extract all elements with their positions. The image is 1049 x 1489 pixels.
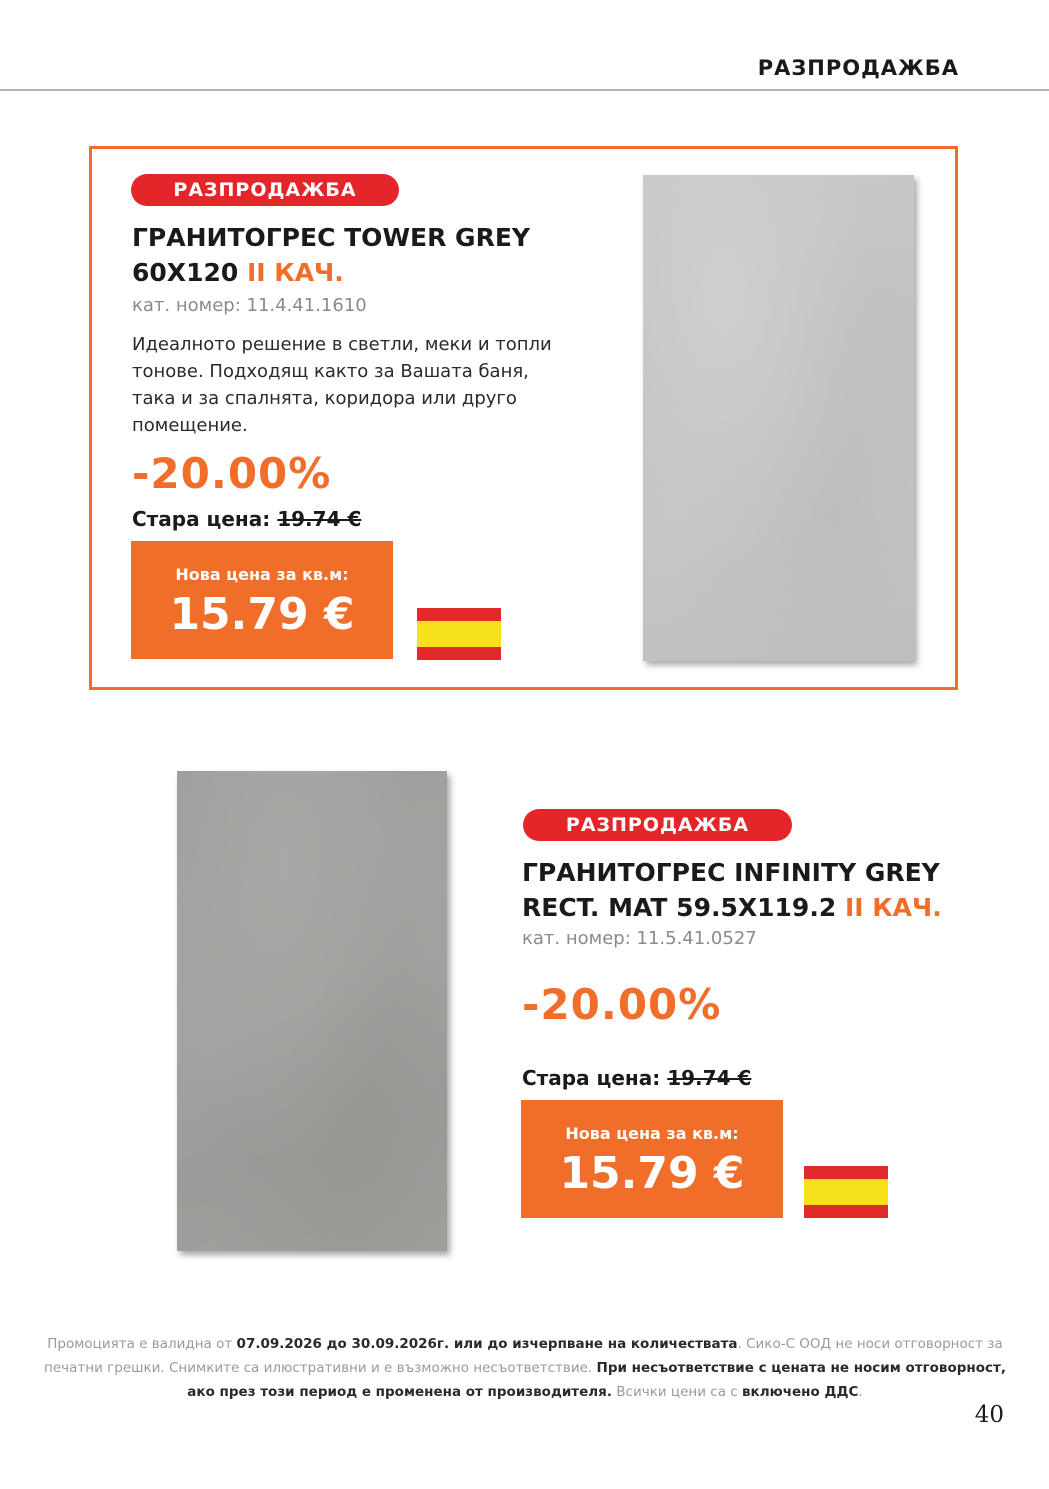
discount-percent: -20.00% xyxy=(132,449,332,498)
product-title-line2 xyxy=(132,255,530,290)
product-size: 60X120 xyxy=(132,258,239,287)
page-section-title: РАЗПРОДАЖБА xyxy=(757,56,959,80)
product-size: RECT. MAT 59.5X119.2 xyxy=(522,893,837,922)
old-price-label: Стара цена: xyxy=(522,1066,661,1090)
catalog-number xyxy=(132,295,367,316)
sale-badge: РАЗПРОДАЖБА xyxy=(131,174,399,206)
disclaimer-text: . xyxy=(858,1384,863,1400)
product-title xyxy=(132,220,530,290)
description-line: тонове. Подходящ както за Вашата баня, xyxy=(132,361,529,382)
product-title xyxy=(522,855,942,925)
description-line: помещение. xyxy=(132,415,248,436)
catalog-label: кат. номер: xyxy=(522,928,631,949)
spain-flag-icon xyxy=(417,608,501,660)
catalog-number xyxy=(522,928,757,949)
product-title-line2 xyxy=(522,890,942,925)
spain-flag-icon xyxy=(804,1166,888,1218)
product-description xyxy=(132,331,602,439)
disclaimer-dates: 07.09.2026 до 30.09.2026г. или до изчерпване на количествата xyxy=(236,1336,738,1352)
old-price-value: 19.74 € xyxy=(277,507,362,531)
disclaimer-price-note: При несъответствие с цената не носим отговорност, ако през този период е променена от производителя. xyxy=(187,1360,1006,1400)
quality-label: II КАЧ. xyxy=(246,258,344,287)
promo-disclaimer xyxy=(40,1332,1010,1404)
disclaimer-text: Всички цени са с xyxy=(611,1384,742,1400)
disclaimer-text: Промоцията е валидна от xyxy=(47,1336,237,1352)
new-price-box xyxy=(131,541,393,659)
page-number: 40 xyxy=(974,1402,1004,1428)
catalog-value: 11.4.41.1610 xyxy=(246,295,367,316)
disclaimer-text: . Сико-С ООД не носи отговорност за печатни грешки. Снимките са илюстративни и е възможно несъответствие. xyxy=(44,1336,1003,1376)
product-title-line1: ГРАНИТОГРЕС TOWER GREY xyxy=(132,223,530,252)
old-price xyxy=(132,507,361,531)
disclaimer-vat: включено ДДС xyxy=(742,1384,859,1400)
old-price-value: 19.74 € xyxy=(667,1066,752,1090)
new-price-value: 15.79 € xyxy=(559,1148,745,1199)
description-line: Идеалното решение в светли, меки и топли xyxy=(132,334,552,355)
sale-badge: РАЗПРОДАЖБА xyxy=(523,809,792,841)
old-price-label: Стара цена: xyxy=(132,507,271,531)
catalog-label: кат. номер: xyxy=(132,295,241,316)
new-price-label: Нова цена за кв.м: xyxy=(175,565,349,584)
product-title-line1: ГРАНИТОГРЕС INFINITY GREY xyxy=(522,858,940,887)
product-image-tower-grey xyxy=(643,175,914,661)
new-price-box xyxy=(521,1100,783,1218)
header-divider xyxy=(0,89,1049,91)
quality-label: II КАЧ. xyxy=(844,893,942,922)
description-line: така и за спалнята, коридора или друго xyxy=(132,388,517,409)
discount-percent: -20.00% xyxy=(522,980,722,1029)
new-price-value: 15.79 € xyxy=(169,589,355,640)
catalog-value: 11.5.41.0527 xyxy=(636,928,757,949)
old-price xyxy=(522,1066,751,1090)
new-price-label: Нова цена за кв.м: xyxy=(565,1124,739,1143)
product-image-infinity-grey xyxy=(177,771,447,1251)
